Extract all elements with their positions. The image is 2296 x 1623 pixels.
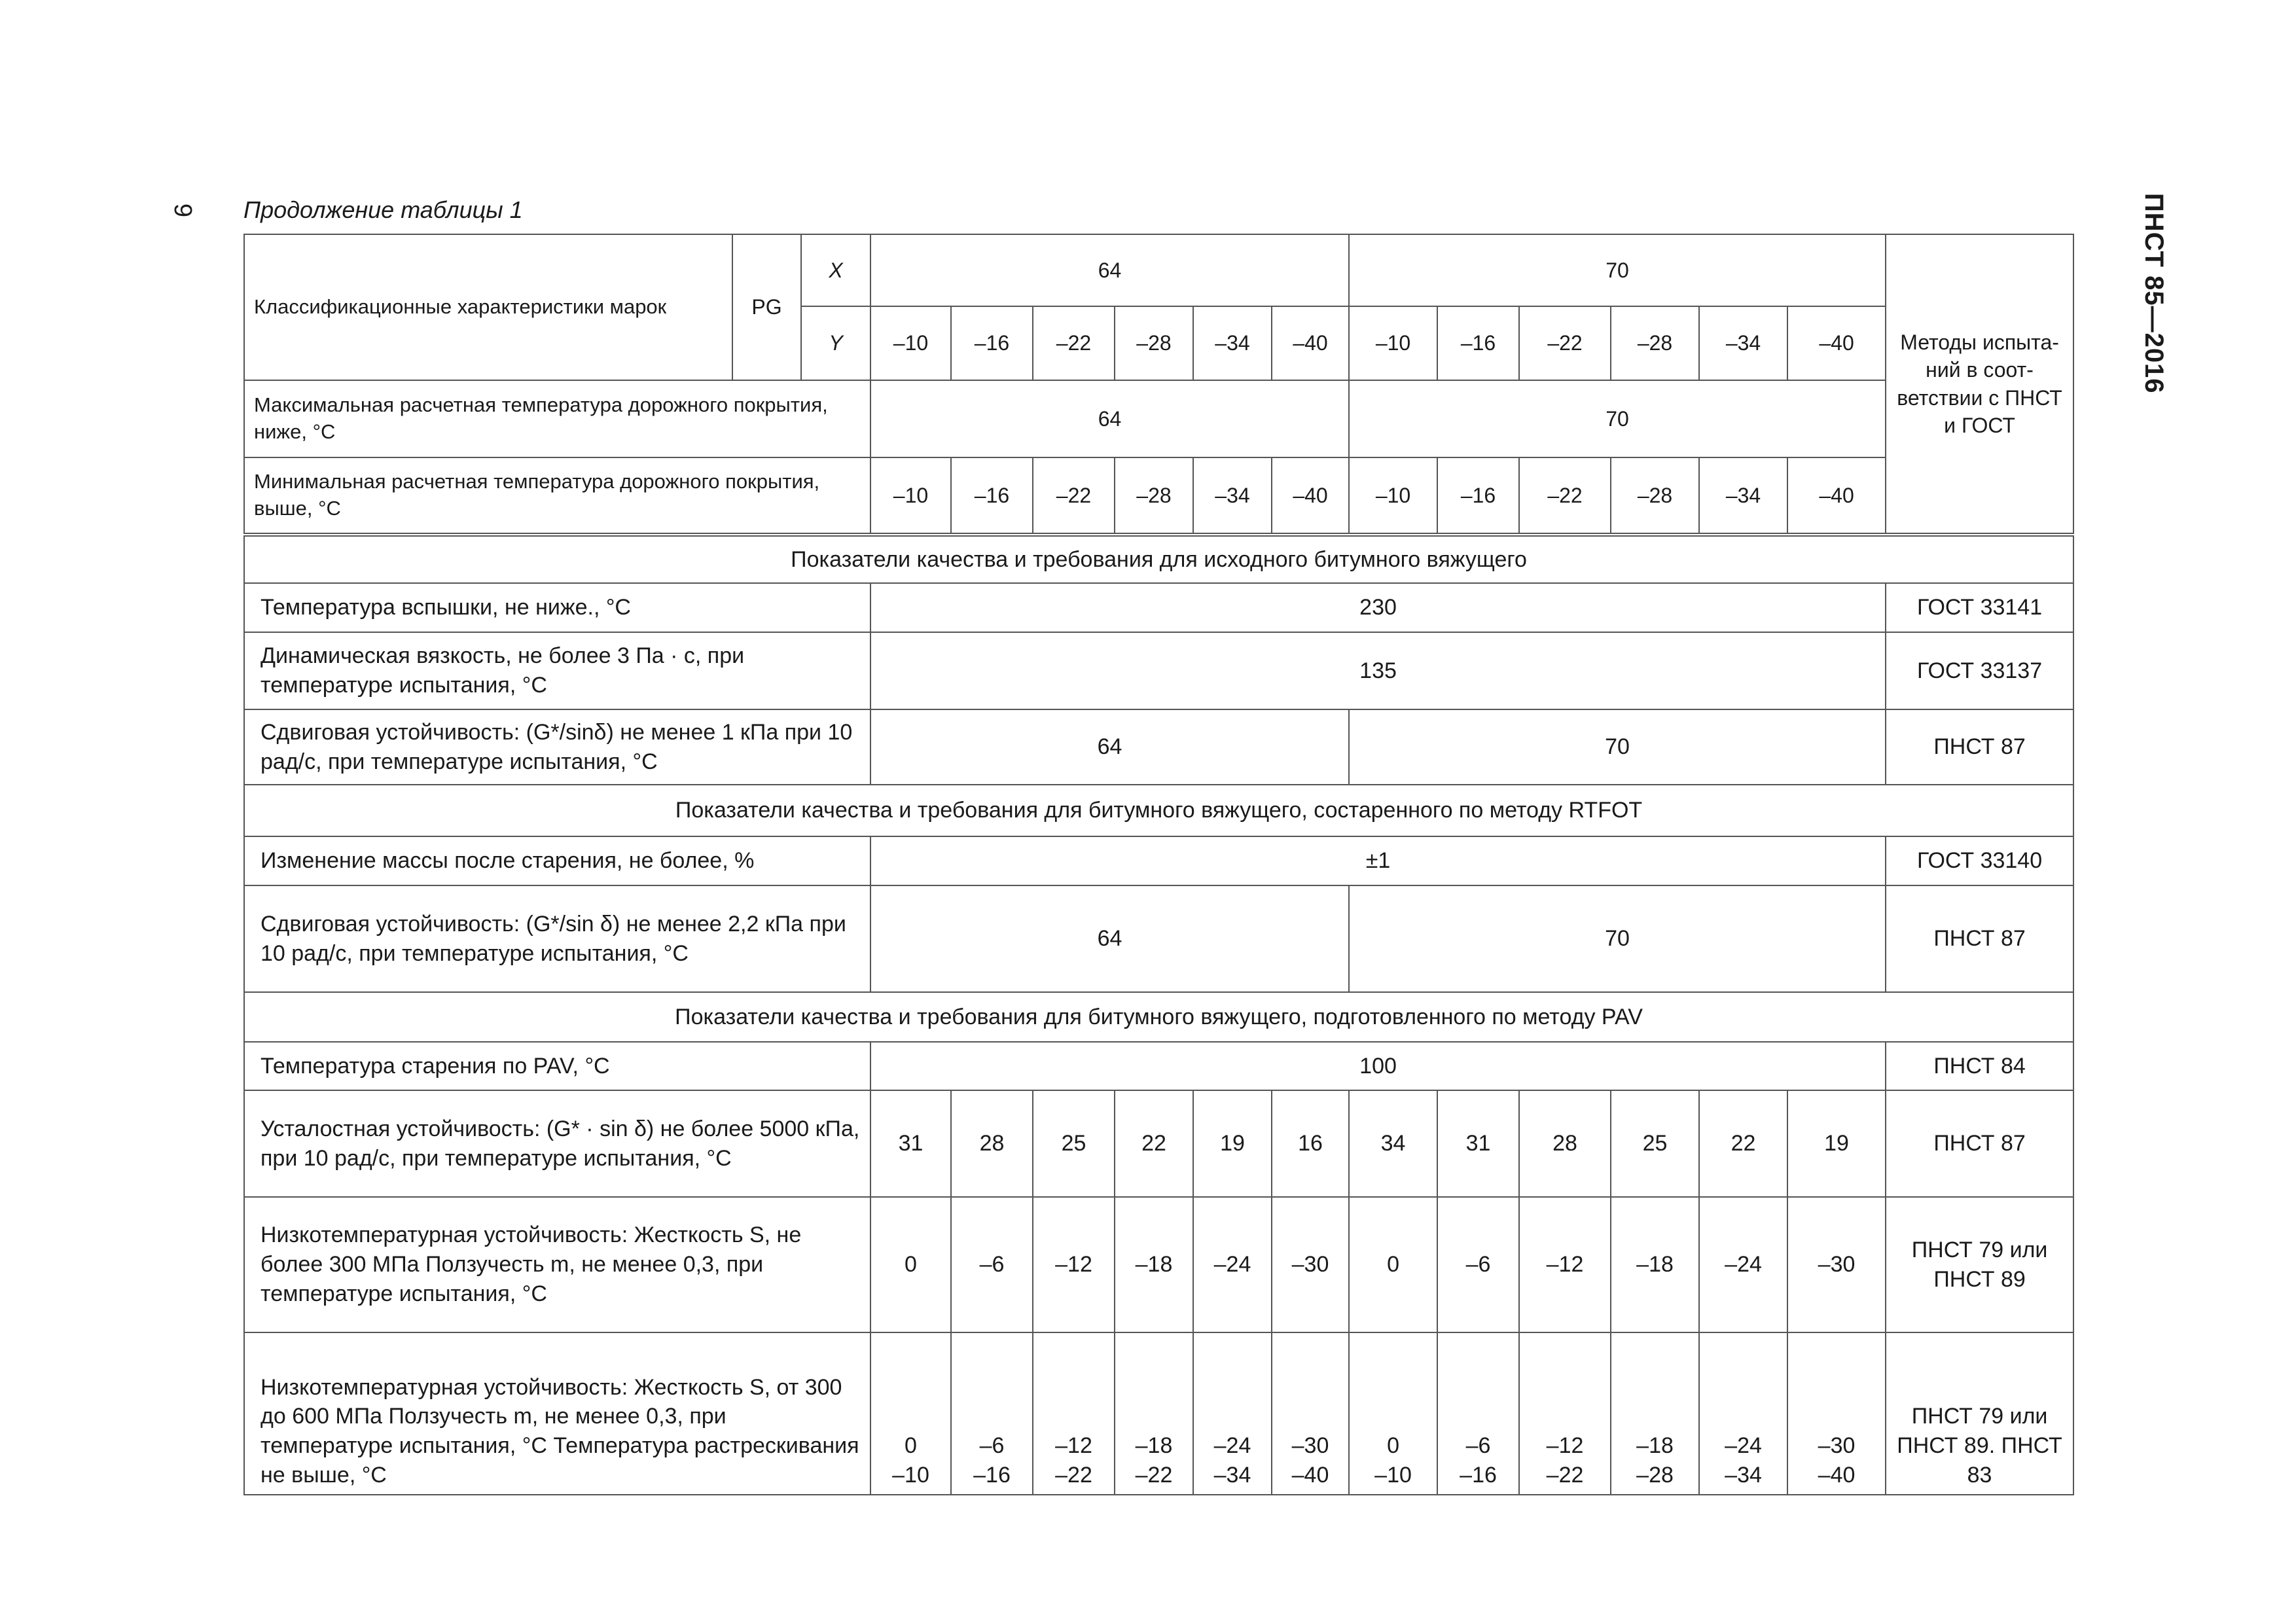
value-bottom: –10	[892, 1463, 929, 1488]
row-value: 31	[870, 1090, 951, 1197]
max-temp-label: Максимальная расчетная температура дорожного покрытия, ниже, °C	[244, 380, 870, 457]
page-number: 9	[169, 203, 197, 218]
min-temp-value: –22	[1033, 457, 1115, 535]
row-value-pair	[870, 1332, 951, 1495]
row-value: 22	[1699, 1090, 1787, 1197]
value-bottom: –16	[1460, 1463, 1497, 1488]
min-temp-value: –34	[1193, 457, 1272, 535]
y-value: –10	[870, 306, 951, 380]
section-title: Показатели качества и требования для битумного вяжущего, состаренного по методу RTFOT	[244, 785, 2073, 836]
row-value: –30	[1787, 1197, 1886, 1332]
row-method: ГОСТ 33141	[1886, 583, 2073, 632]
value-top: –30	[1291, 1433, 1329, 1459]
row-value: –6	[951, 1197, 1033, 1332]
row-value: –24	[1193, 1197, 1272, 1332]
row-method: ПНСТ 87	[1886, 709, 2073, 785]
y-value: –34	[1699, 306, 1787, 380]
row-value: –24	[1699, 1197, 1787, 1332]
row-value-pair	[1699, 1332, 1787, 1495]
min-temp-row	[244, 457, 2073, 535]
min-temp-value: –28	[1115, 457, 1193, 535]
x-value: 64	[870, 234, 1349, 306]
row-value: 22	[1115, 1090, 1193, 1197]
row-value: 31	[1437, 1090, 1519, 1197]
value-top: –12	[1055, 1433, 1092, 1459]
row-method: ГОСТ 33137	[1886, 632, 2073, 709]
row-label: Температура вспышки, не ниже., °C	[244, 583, 870, 632]
row-value: 25	[1611, 1090, 1699, 1197]
row-value: –18	[1115, 1197, 1193, 1332]
row-value: 64	[870, 885, 1349, 992]
min-temp-value: –40	[1272, 457, 1349, 535]
row-method: ПНСТ 79 или ПНСТ 89	[1886, 1197, 2073, 1332]
y-value: –40	[1787, 306, 1886, 380]
row-label: Сдвиговая устойчивость: (G*/sin δ) не менее 2,2 кПа при 10 рад/с, при температуре испытания, °C	[244, 885, 870, 992]
row-value: 16	[1272, 1090, 1349, 1197]
section-title-row	[244, 535, 2073, 583]
value-bottom: –40	[1291, 1463, 1329, 1488]
min-temp-label: Минимальная расчетная температура дорожного покрытия, выше, °C	[244, 457, 870, 535]
row-value: 100	[870, 1042, 1886, 1090]
row-value: –18	[1611, 1197, 1699, 1332]
value-bottom: –28	[1636, 1463, 1674, 1488]
value-top: 0	[1387, 1433, 1399, 1459]
table-row	[244, 1042, 2073, 1090]
value-bottom: –16	[973, 1463, 1011, 1488]
y-value: –16	[1437, 306, 1519, 380]
row-value-pair	[1437, 1332, 1519, 1495]
row-value: –12	[1519, 1197, 1611, 1332]
value-bottom: –22	[1135, 1463, 1173, 1488]
section-title-row	[244, 785, 2073, 836]
table-row	[244, 709, 2073, 785]
row-label: Низкотемпературная устойчивость: Жесткость S, от 300 до 600 МПа Ползучесть m, не менее 0,3, при температуре испытания, °C Температура растрескивания не выше, °C	[244, 1332, 870, 1495]
row-value: 34	[1349, 1090, 1437, 1197]
value-bottom: –10	[1374, 1463, 1412, 1488]
document-designation: ПНСТ 85—2016	[2140, 193, 2168, 394]
value-top: –18	[1135, 1433, 1173, 1459]
row-method: ПНСТ 87	[1886, 885, 2073, 992]
row-value-pair	[1115, 1332, 1193, 1495]
row-value-pair	[1193, 1332, 1272, 1495]
table-row	[244, 583, 2073, 632]
row-value-pair	[1519, 1332, 1611, 1495]
value-bottom: –22	[1546, 1463, 1584, 1488]
value-top: 0	[905, 1433, 917, 1459]
min-temp-value: –28	[1611, 457, 1699, 535]
row-value: 28	[951, 1090, 1033, 1197]
value-bottom: –34	[1213, 1463, 1251, 1488]
y-value: –10	[1349, 306, 1437, 380]
y-value: –28	[1611, 306, 1699, 380]
row-value: 70	[1349, 709, 1886, 785]
min-temp-value: –16	[1437, 457, 1519, 535]
row-value: 28	[1519, 1090, 1611, 1197]
row-value-pair	[1787, 1332, 1886, 1495]
min-temp-value: –40	[1787, 457, 1886, 535]
value-bottom: –22	[1055, 1463, 1092, 1488]
row-value: 0	[870, 1197, 951, 1332]
min-temp-value: –10	[870, 457, 951, 535]
y-value: –34	[1193, 306, 1272, 380]
y-value: –16	[951, 306, 1033, 380]
row-value: 25	[1033, 1090, 1115, 1197]
value-top: –30	[1818, 1433, 1856, 1459]
table-row	[244, 885, 2073, 992]
methods-header: Методы испыта-ний в соот-ветствии с ПНСТ и ГОСТ	[1886, 234, 2073, 535]
table-row	[244, 1090, 2073, 1197]
x-label: X	[801, 234, 870, 306]
value-top: –18	[1636, 1433, 1674, 1459]
row-value: 135	[870, 632, 1886, 709]
max-temp-row	[244, 380, 2073, 457]
row-value: –6	[1437, 1197, 1519, 1332]
section-title: Показатели качества и требования для битумного вяжущего, подготовленного по методу PAV	[244, 992, 2073, 1042]
row-method: ГОСТ 33140	[1886, 836, 2073, 885]
value-bottom: –34	[1725, 1463, 1762, 1488]
y-value: –22	[1033, 306, 1115, 380]
min-temp-value: –22	[1519, 457, 1611, 535]
row-value: –30	[1272, 1197, 1349, 1332]
row-label: Изменение массы после старения, не более, %	[244, 836, 870, 885]
row-value: 64	[870, 709, 1349, 785]
row-value: 19	[1193, 1090, 1272, 1197]
value-bottom: –40	[1818, 1463, 1856, 1488]
row-value-pair	[1611, 1332, 1699, 1495]
value-top: –24	[1725, 1433, 1762, 1459]
table-caption: Продолжение таблицы 1	[243, 196, 523, 223]
row-value: 70	[1349, 885, 1886, 992]
row-method: ПНСТ 87	[1886, 1090, 2073, 1197]
table-row	[244, 1197, 2073, 1332]
value-top: –6	[979, 1433, 1005, 1459]
row-value: 0	[1349, 1197, 1437, 1332]
y-value: –28	[1115, 306, 1193, 380]
value-top: –24	[1213, 1433, 1251, 1459]
table-row	[244, 1332, 2073, 1495]
max-temp-value: 70	[1349, 380, 1886, 457]
min-temp-value: –16	[951, 457, 1033, 535]
section-title-row	[244, 992, 2073, 1042]
row-value-pair	[1033, 1332, 1115, 1495]
row-method: ПНСТ 84	[1886, 1042, 2073, 1090]
row-label: Температура старения по PAV, °C	[244, 1042, 870, 1090]
row-value: –12	[1033, 1197, 1115, 1332]
row-value: 19	[1787, 1090, 1886, 1197]
row-value: ±1	[870, 836, 1886, 885]
max-temp-value: 64	[870, 380, 1349, 457]
section-title: Показатели качества и требования для исходного битумного вяжущего	[244, 535, 2073, 583]
row-value-pair	[1272, 1332, 1349, 1495]
pg-label: PG	[732, 234, 801, 380]
x-value: 70	[1349, 234, 1886, 306]
table-row	[244, 632, 2073, 709]
y-value: –22	[1519, 306, 1611, 380]
row-method: ПНСТ 79 или ПНСТ 89. ПНСТ 83	[1886, 1332, 2073, 1495]
row-label: Низкотемпературная устойчивость: Жесткость S, не более 300 МПа Ползучесть m, не менее 0,3, при температуре испытания, °C	[244, 1197, 870, 1332]
row-label: Сдвиговая устойчивость: (G*/sinδ) не менее 1 кПа при 10 рад/с, при температуре испытания, °C	[244, 709, 870, 785]
class-characteristics-label: Классификационные характеристики марок	[244, 234, 732, 380]
y-value: –40	[1272, 306, 1349, 380]
value-top: –6	[1465, 1433, 1491, 1459]
row-value-pair	[1349, 1332, 1437, 1495]
y-label: Y	[801, 306, 870, 380]
min-temp-value: –34	[1699, 457, 1787, 535]
requirements-table	[243, 234, 2074, 1495]
row-value-pair	[951, 1332, 1033, 1495]
header-row-x	[244, 234, 2073, 306]
row-value: 230	[870, 583, 1886, 632]
min-temp-value: –10	[1349, 457, 1437, 535]
value-top: –12	[1546, 1433, 1584, 1459]
row-label: Усталостная устойчивость: (G* · sin δ) не более 5000 кПа, при 10 рад/с, при температуре испытания, °C	[244, 1090, 870, 1197]
row-label: Динамическая вязкость, не более 3 Па · с, при температуре испытания, °C	[244, 632, 870, 709]
table-row	[244, 836, 2073, 885]
